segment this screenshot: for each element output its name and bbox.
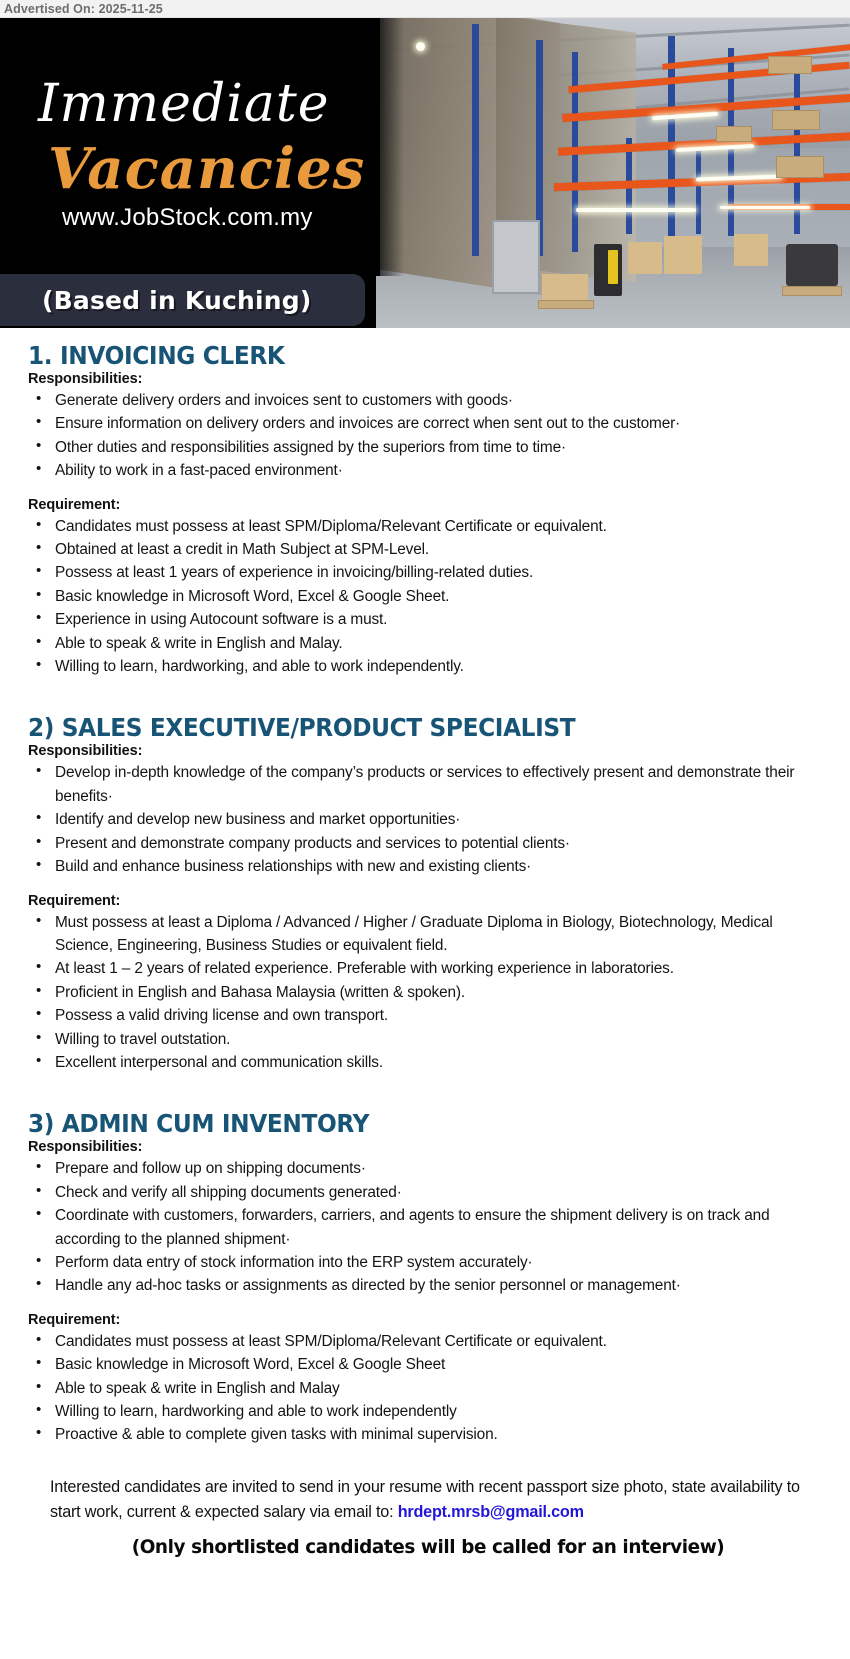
list-item: • Ensure information on delivery orders and invoices are correct when sent out to the customer· — [28, 412, 828, 435]
photo-carton — [628, 242, 662, 274]
requirements-list-1 — [28, 515, 828, 679]
requirement-label-2: Requirement: — [28, 892, 121, 909]
list-item: • Willing to travel outstation. — [28, 1028, 828, 1051]
list-item: • Possess at least 1 years of experience in invoicing/billing-related duties. — [28, 561, 828, 584]
list-item: • Excellent interpersonal and communication skills. — [28, 1051, 828, 1074]
photo-pallet-jack-mast — [608, 250, 618, 284]
photo-wire-cage — [492, 220, 540, 294]
photo-wrapped-pallet — [786, 244, 838, 286]
photo-blue-upright — [472, 24, 479, 256]
banner-website-url: www.JobStock.com.my — [62, 204, 313, 231]
requirements-list-3 — [28, 1330, 828, 1447]
application-email-link[interactable]: hrdept.mrsb@gmail.com — [397, 1503, 584, 1522]
photo-blue-upright — [696, 148, 701, 234]
advertised-on-bar — [0, 0, 850, 18]
photo-pallet — [782, 286, 842, 296]
location-badge-label: (Based in Kuching) — [42, 285, 312, 315]
list-item: • Other duties and responsibilities assigned by the superiors from time to time· — [28, 436, 828, 459]
requirement-label-1: Requirement: — [28, 496, 121, 513]
list-item: • Basic knowledge in Microsoft Word, Excel & Google Sheet. — [28, 585, 828, 608]
job-listings — [0, 328, 850, 1558]
application-instructions-text: Interested candidates are invited to send in your resume with recent passport size photo, state availability to start work, current & expected salary via email to: — [50, 1477, 800, 1522]
list-item: • At least 1 – 2 years of related experience. Preferable with working experience in laboratories. — [28, 957, 828, 980]
photo-ceiling-light — [416, 42, 425, 51]
banner-title-vacancies: Vacancies — [48, 136, 366, 202]
photo-strip-light — [720, 206, 810, 209]
list-item: • Able to speak & write in English and Malay. — [28, 632, 828, 655]
spacer — [28, 1298, 828, 1312]
list-item: • Able to speak & write in English and Malay — [28, 1377, 828, 1400]
photo-carton — [734, 234, 768, 266]
photo-carton — [664, 236, 702, 274]
photo-pallet — [776, 156, 824, 178]
application-footer — [28, 1475, 828, 1559]
list-item: • Willing to learn, hardworking, and able to work independently. — [28, 655, 828, 678]
requirement-label-3: Requirement: — [28, 1311, 121, 1328]
list-item: • Check and verify all shipping documents generated· — [28, 1181, 828, 1204]
spacer — [28, 483, 828, 497]
list-item: • Basic knowledge in Microsoft Word, Excel & Google Sheet — [28, 1353, 828, 1376]
list-item: • Proficient in English and Bahasa Malaysia (written & spoken). — [28, 981, 828, 1004]
job-section-1 — [28, 342, 828, 678]
banner-title-immediate: Immediate — [38, 74, 330, 134]
list-item: • Identify and develop new business and market opportunities· — [28, 808, 828, 831]
list-item: • Generate delivery orders and invoices sent to customers with goods· — [28, 389, 828, 412]
photo-pallet — [772, 110, 820, 130]
photo-strip-light — [576, 208, 696, 212]
list-item: • Coordinate with customers, forwarders, carriers, and agents to ensure the shipment delivery is on track and according to the planned shipment· — [28, 1204, 828, 1251]
photo-carton — [542, 274, 588, 302]
spacer — [28, 678, 828, 714]
spacer — [28, 879, 828, 893]
job-section-3 — [28, 1110, 828, 1446]
photo-pallet — [538, 300, 594, 309]
responsibilities-list-3 — [28, 1157, 828, 1297]
list-item: • Prepare and follow up on shipping documents· — [28, 1157, 828, 1180]
list-item: • Experience in using Autocount software is a must. — [28, 608, 828, 631]
responsibilities-label-2: Responsibilities: — [28, 743, 143, 760]
spacer — [28, 1447, 828, 1475]
job-title-1: 1. INVOICING CLERK — [28, 341, 285, 370]
responsibilities-label-1: Responsibilities: — [28, 371, 143, 387]
list-item: • Present and demonstrate company products and services to potential clients· — [28, 832, 828, 855]
responsibilities-list-1 — [28, 389, 828, 483]
photo-pallet — [768, 56, 812, 74]
list-item: • Perform data entry of stock information into the ERP system accurately· — [28, 1251, 828, 1274]
list-item: • Develop in-depth knowledge of the company’s products or services to effectively present and demonstrate their benefits· — [28, 761, 828, 808]
banner — [0, 18, 850, 328]
shortlist-note: (Only shortlisted candidates will be called for an interview) — [131, 1537, 725, 1559]
application-instructions — [50, 1475, 806, 1526]
list-item: • Possess a valid driving license and own transport. — [28, 1004, 828, 1027]
list-item: • Candidates must possess at least SPM/Diploma/Relevant Certificate or equivalent. — [28, 1330, 828, 1353]
list-item: • Ability to work in a fast-paced environment· — [28, 459, 828, 482]
job-title-3: 3) ADMIN CUM INVENTORY — [28, 1109, 370, 1139]
warehouse-photo — [376, 18, 850, 328]
spacer — [28, 1074, 828, 1110]
location-badge — [0, 274, 365, 326]
list-item: • Handle any ad-hoc tasks or assignments as directed by the senior personnel or management· — [28, 1274, 828, 1297]
list-item: • Obtained at least a credit in Math Subject at SPM-Level. — [28, 538, 828, 561]
responsibilities-label-3: Responsibilities: — [28, 1139, 143, 1156]
list-item: • Must possess at least a Diploma / Advanced / Higher / Graduate Diploma in Biology, Biotechnology, Medical Science, Engineering, Business Studies or equivalent field. — [28, 911, 828, 958]
list-item: • Candidates must possess at least SPM/Diploma/Relevant Certificate or equivalent. — [28, 515, 828, 538]
requirements-list-2 — [28, 911, 828, 1075]
job-title-2: 2) SALES EXECUTIVE/PRODUCT SPECIALIST — [28, 713, 576, 743]
job-section-2 — [28, 714, 828, 1074]
list-item: • Willing to learn, hardworking and able to work independently — [28, 1400, 828, 1423]
photo-pallet — [716, 126, 752, 142]
advertised-on-text: Advertised On: 2025-11-25 — [4, 1, 163, 16]
responsibilities-list-2 — [28, 761, 828, 878]
list-item: • Proactive & able to complete given tasks with minimal supervision. — [28, 1423, 828, 1446]
banner-gradient-fade — [368, 18, 404, 276]
list-item: • Build and enhance business relationships with new and existing clients· — [28, 855, 828, 878]
